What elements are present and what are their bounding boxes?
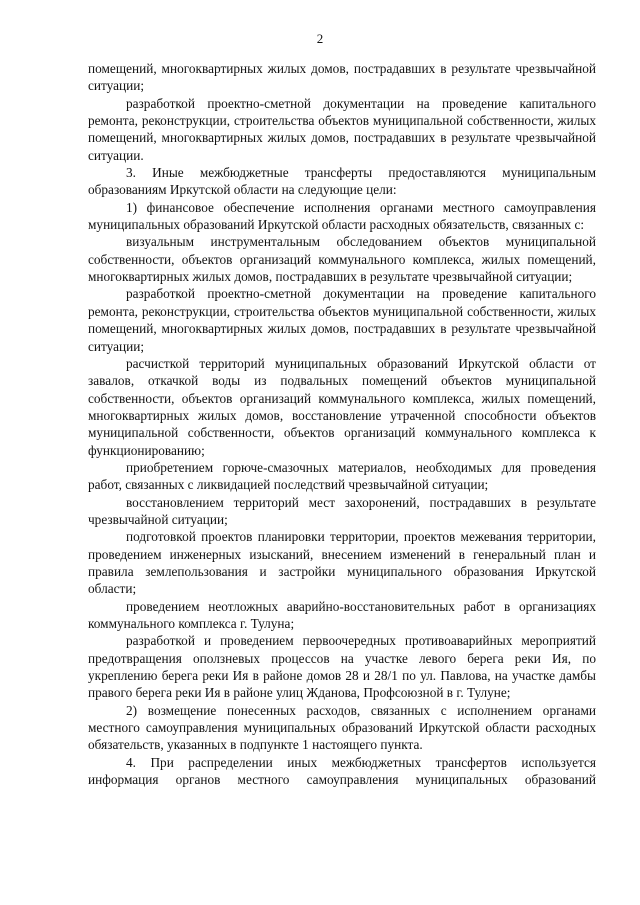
paragraph: помещений, многоквартирных жилых домов, пострадавших в результате чрезвычайной ситуации; (88, 61, 596, 94)
paragraph: расчисткой территорий муниципальных образований Иркутской области от завалов, откачкой воды из подвальных помещений объектов муниципальной собственности, объектов организаций коммунального комплекса, жилых помещений, многоквартирных жилых домов, восстановление утраченной способности объектов муниципальной собственности, объектов организаций коммунального комплекса к функционированию; (88, 355, 596, 458)
paragraph: 2) возмещение понесенных расходов, связанных с исполнением органами местного самоуправления муниципальных образований Иркутской области расходных обязательств, указанных в подпункте 1 настоящего пункта. (88, 702, 596, 753)
paragraph: 3. Иные межбюджетные трансферты предоставляются муниципальным образованиям Иркутской области на следующие цели: (88, 165, 596, 198)
paragraph: 4. При распределении иных межбюджетных трансфертов используется информация органов местного самоуправления муниципальных образований (88, 754, 596, 788)
paragraph: подготовкой проектов планировки территории, проектов межевания территории, проведением инженерных изысканий, внесением изменений в генеральный план и правила землепользования и застройки муниципального образования Иркутской области; (88, 529, 596, 597)
page-number: 2 (316, 31, 324, 46)
paragraph: приобретением горюче-смазочных материалов, необходимых для проведения работ, связанных с ликвидацией последствий чрезвычайной ситуации; (88, 459, 596, 493)
paragraph: восстановлением территорий мест захоронений, пострадавших в результате чрезвычайной ситуации; (88, 494, 596, 527)
paragraph: разработкой проектно-сметной документации на проведение капитального ремонта, реконструкции, строительства объектов муниципальной собственности, жилых помещений, многоквартирных жилых домов, пострадавших в результате чрезвычайной ситуации; (88, 286, 596, 354)
paragraph: разработкой и проведением первоочередных противоаварийных мероприятий предотвращения оползневых процессов на участке левого берега реки Ия, по укреплению берега реки Ия в районе домов 28 и 28/1 по ул. Павлова, на участке дамбы правого берега реки Ия в районе улиц Жданова, Профсоюзной в г. Тулуне; (88, 633, 596, 701)
paragraph: 1) финансовое обеспечение исполнения органами местного самоуправления муниципальных образований Иркутской области расходных обязательств, связанных с: (88, 199, 596, 233)
paragraph: разработкой проектно-сметной документации на проведение капитального ремонта, реконструкции, строительства объектов муниципальной собственности, жилых помещений, многоквартирных жилых домов, пострадавших в результате чрезвычайной ситуации. (88, 95, 596, 163)
paragraph: визуальным инструментальным обследованием объектов муниципальной собственности, объектов организаций коммунального комплекса, жилых помещений, многоквартирных жилых домов, пострадавших в результате чрезвычайной ситуации; (88, 234, 596, 285)
paragraph: проведением неотложных аварийно-восстановительных работ в организациях коммунального комплекса г. Тулуна; (88, 598, 596, 631)
document-body (88, 60, 596, 788)
